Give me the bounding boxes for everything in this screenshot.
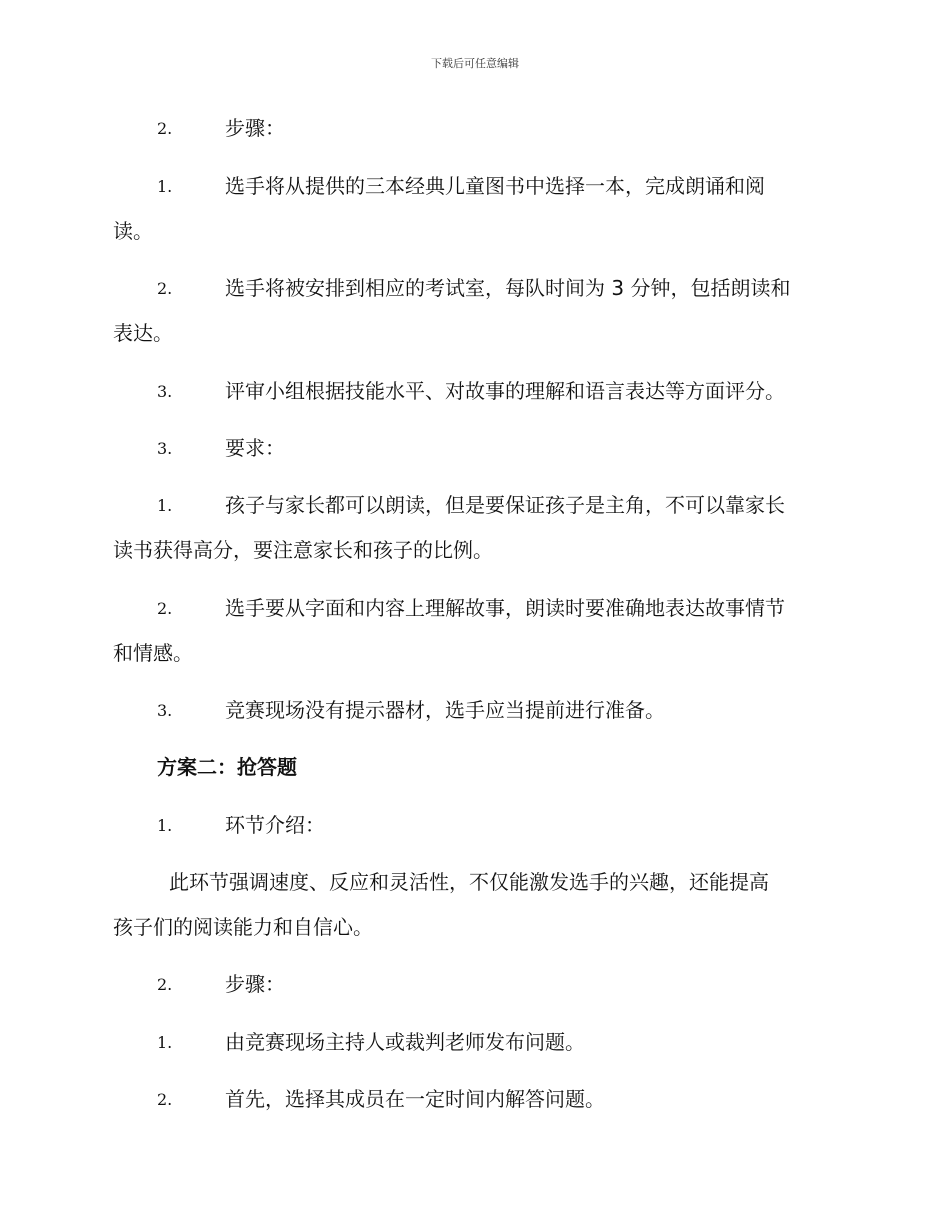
list-text: 步骤： — [225, 972, 285, 996]
list-number: 3. — [157, 701, 173, 720]
list-text-continuation: 和情感。 — [113, 641, 193, 665]
list-number: 1. — [157, 816, 173, 835]
list-text: 环节介绍： — [225, 813, 325, 837]
list-item-continuation — [113, 631, 843, 676]
list-text: 首先，选择其成员在一定时间内解答问题。 — [225, 1087, 605, 1111]
list-number: 1. — [157, 496, 173, 515]
list-text: 评审小组根据技能水平、对故事的理解和语言表达等方面评分。 — [225, 379, 785, 403]
list-number: 2. — [157, 1090, 173, 1109]
list-text: 选手将被安排到相应的考试室，每队时间为 3 分钟，包括朗读和 — [225, 276, 791, 300]
list-number: 2. — [157, 119, 173, 138]
list-number: 3. — [157, 382, 173, 401]
section-title: 方案二：抢答题 — [157, 755, 297, 779]
list-text: 孩子与家长都可以朗读，但是要保证孩子是主角，不可以靠家长 — [225, 493, 785, 517]
list-text: 步骤： — [225, 116, 285, 140]
list-text-continuation: 读。 — [113, 219, 153, 243]
list-text: 由竞赛现场主持人或裁判老师发布问题。 — [225, 1030, 585, 1054]
list-number: 1. — [157, 177, 173, 196]
paragraph — [113, 860, 843, 950]
list-item-continuation — [113, 311, 843, 356]
list-text-continuation: 读书获得高分，要注意家长和孩子的比例。 — [113, 538, 493, 562]
list-item-continuation — [113, 209, 843, 254]
list-number: 3. — [157, 439, 173, 458]
list-text-continuation: 表达。 — [113, 321, 173, 345]
list-number: 2. — [157, 975, 173, 994]
list-text: 竞赛现场没有提示器材，选手应当提前进行准备。 — [225, 698, 665, 722]
list-item-continuation — [113, 528, 843, 573]
paragraph-line: 此环节强调速度、反应和灵活性，不仅能激发选手的兴趣，还能提高 — [169, 870, 769, 894]
list-number: 2. — [157, 599, 173, 618]
list-number: 1. — [157, 1033, 173, 1052]
page-header: 下载后可任意编辑 — [431, 57, 519, 70]
paragraph-line: 孩子们的阅读能力和自信心。 — [113, 915, 373, 939]
list-text: 要求： — [225, 436, 285, 460]
list-text: 选手要从字面和内容上理解故事，朗读时要准确地表达故事情节 — [225, 596, 785, 620]
list-text: 选手将从提供的三本经典儿童图书中选择一本，完成朗诵和阅 — [225, 174, 765, 198]
list-number: 2. — [157, 279, 173, 298]
